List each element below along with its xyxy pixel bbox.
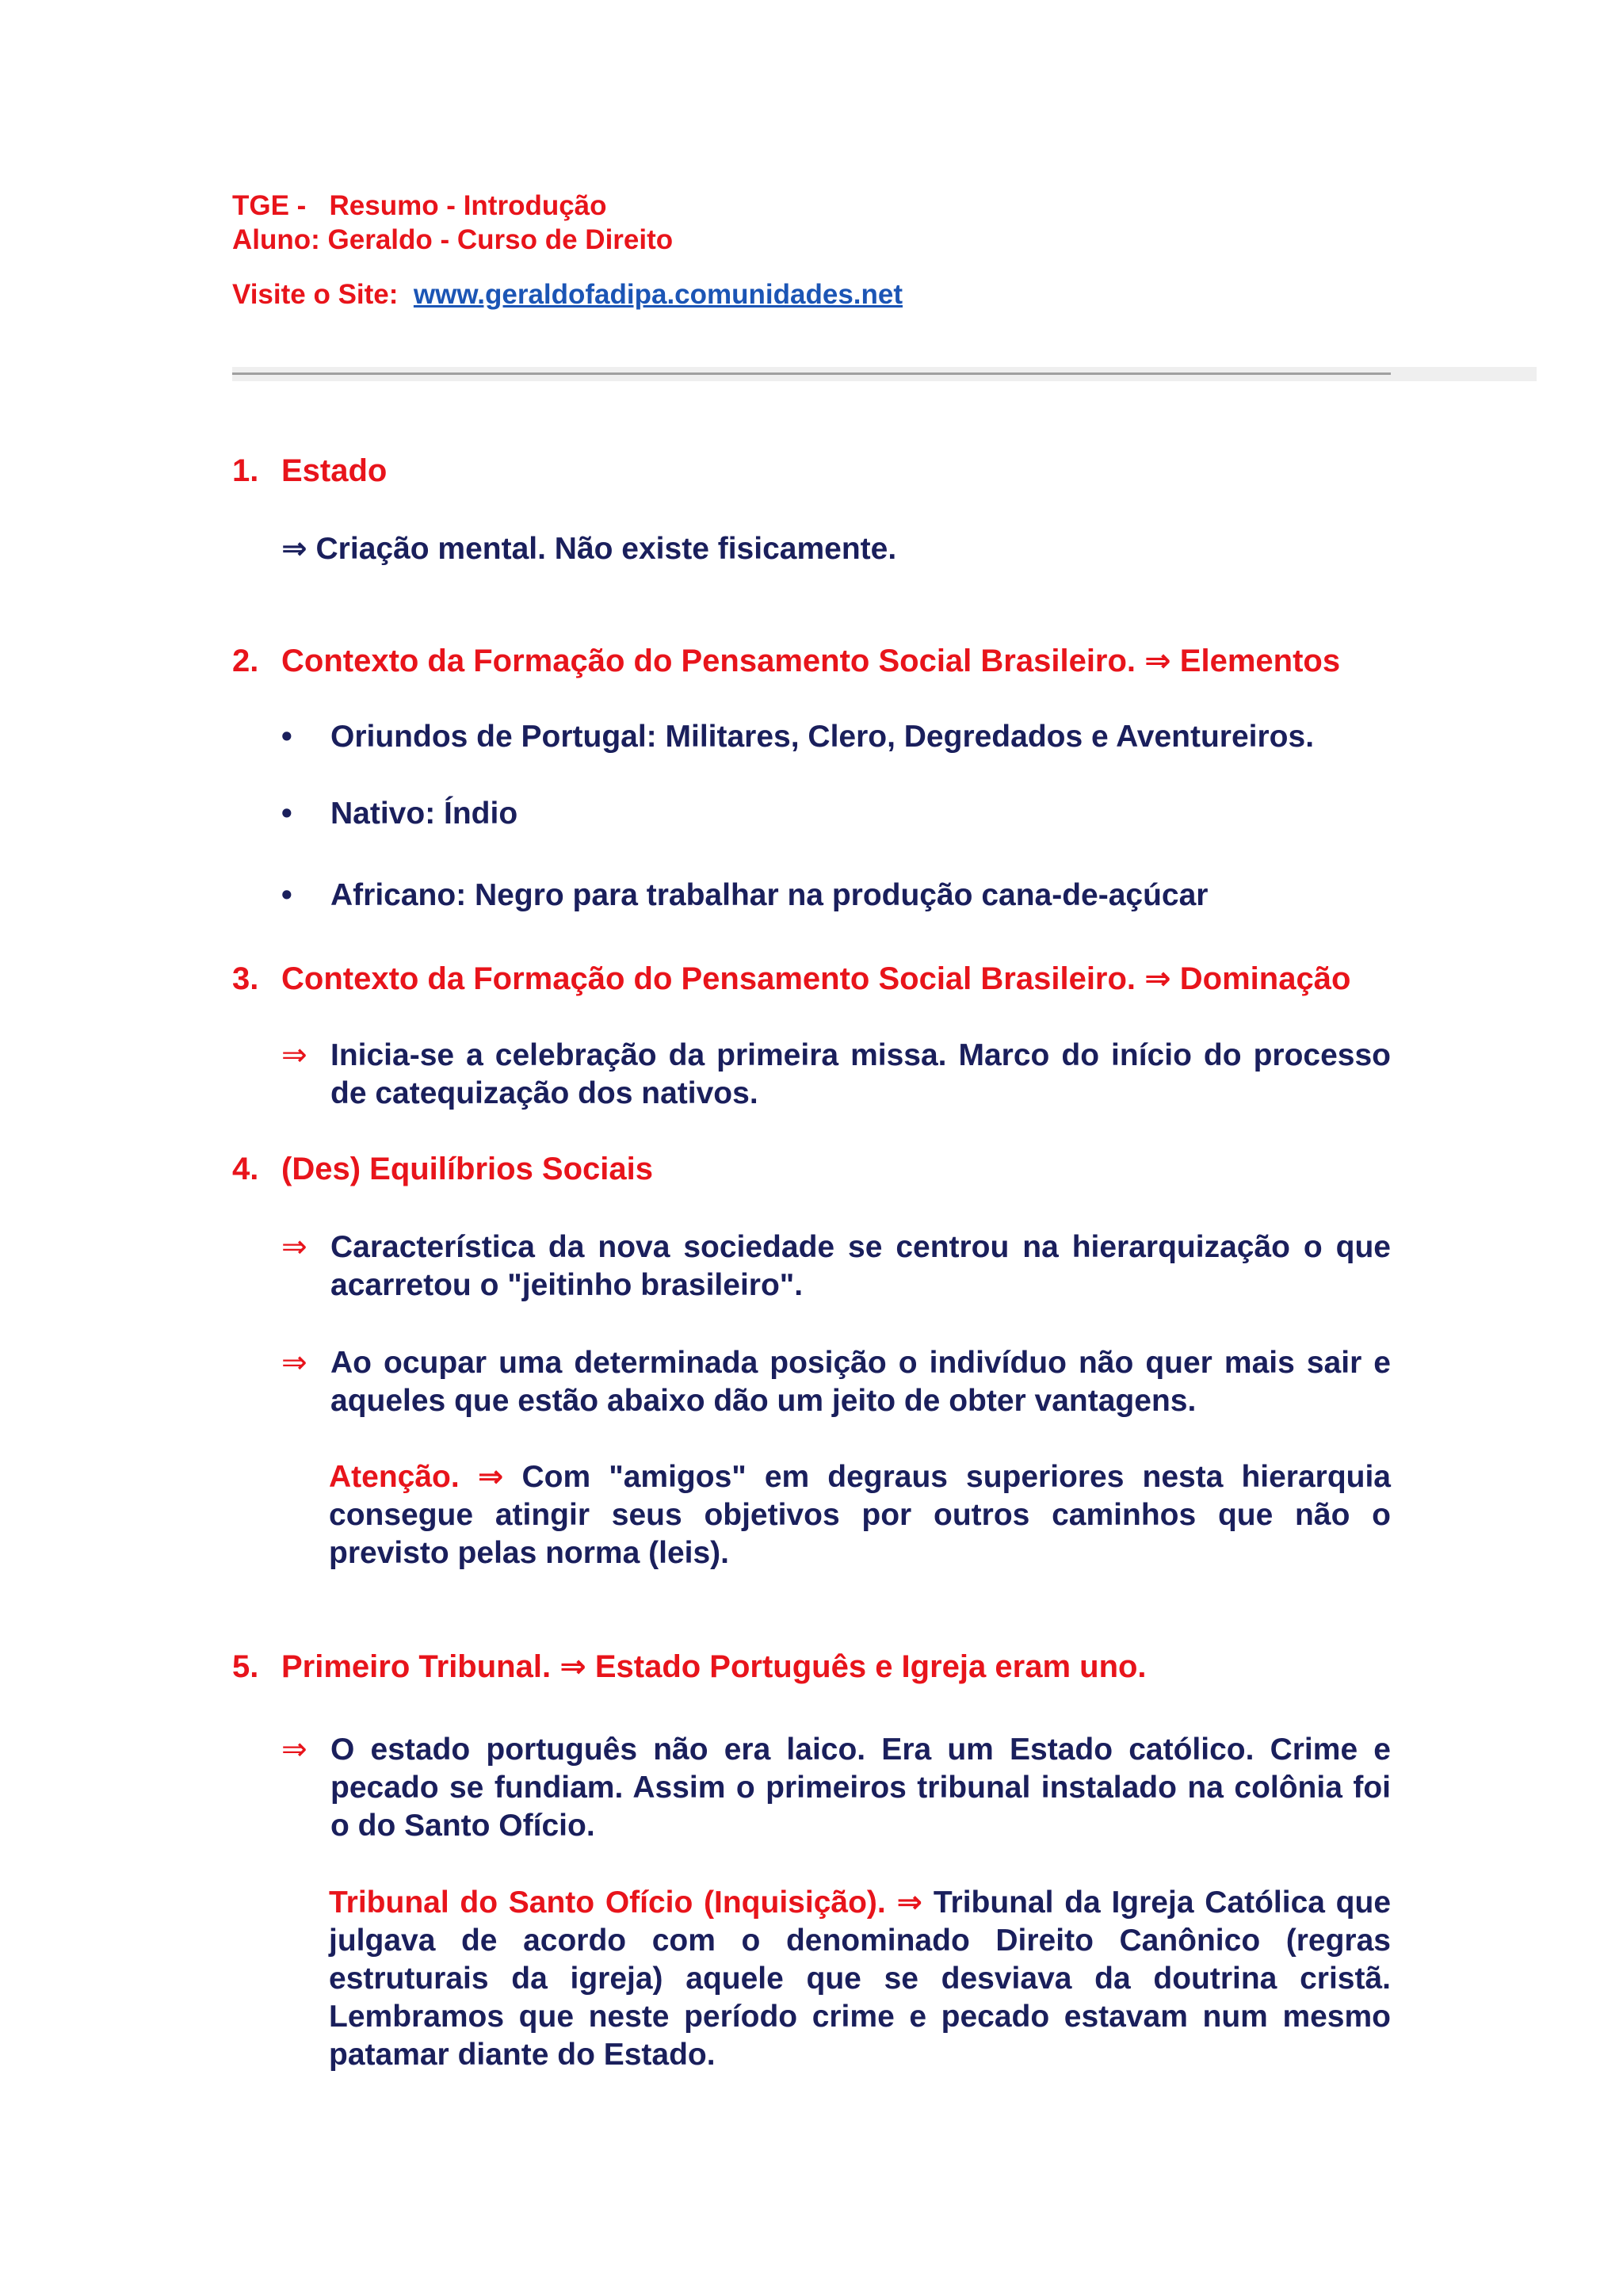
bullet-text: Nativo: Índio <box>330 797 518 831</box>
section-number: 1. <box>232 453 259 488</box>
section-1-body: ⇒ Criação mental. Não existe fisicamente. <box>281 532 897 566</box>
section-2-heading <box>232 643 1340 679</box>
section-1-heading <box>232 453 387 489</box>
section-number: 2. <box>232 644 259 678</box>
header-title: TGE - Resumo - Introdução <box>232 190 607 221</box>
visit-label: Visite o Site: <box>232 279 414 310</box>
point-text: Característica da nova sociedade se centrou na hierarquização o que acarretou o "jeitinho brasileiro". <box>330 1230 1391 1302</box>
note-label: Atenção. ⇒ <box>329 1460 504 1494</box>
attention-note <box>329 1458 1391 1572</box>
implies-arrow-icon: ⇒ <box>281 1230 307 1264</box>
section-title: Estado <box>281 453 388 488</box>
section-3-heading <box>232 961 1350 997</box>
point-text: O estado português não era laico. Era um Estado católico. Crime e pecado se fundiam. Assim o primeiros tribunal instalado na colônia foi o do Santo Ofício. <box>330 1733 1391 1843</box>
tribunal-note <box>329 1884 1391 2074</box>
bullet-icon: • <box>281 878 292 912</box>
section-number: 3. <box>232 961 259 996</box>
bullet-item <box>281 720 1314 755</box>
arrow-point <box>281 1037 1391 1113</box>
bullet-item <box>281 878 1208 913</box>
point-text: Inicia-se a celebração da primeira missa. Marco do início do processo de catequização dos nativos. <box>330 1038 1391 1110</box>
site-reference <box>232 279 903 311</box>
section-title: Contexto da Formação do Pensamento Social Brasileiro. ⇒ Elementos <box>281 644 1341 678</box>
point-text: Ao ocupar uma determinada posição o indivíduo não quer mais sair e aqueles que estão abaixo dão um jeito de obter vantagens. <box>330 1346 1391 1418</box>
section-5-heading <box>232 1648 1147 1685</box>
arrow-point <box>281 1228 1391 1305</box>
bullet-item <box>281 797 517 831</box>
section-title: Contexto da Formação do Pensamento Social Brasileiro. ⇒ Dominação <box>281 961 1351 996</box>
site-link[interactable]: www.geraldofadipa.comunidades.net <box>413 279 903 310</box>
implies-arrow-icon: ⇒ <box>281 1346 307 1380</box>
header-author: Aluno: Geraldo - Curso de Direito <box>232 224 674 255</box>
section-number: 5. <box>232 1649 259 1684</box>
implies-arrow-icon: ⇒ <box>281 1733 307 1767</box>
arrow-point <box>281 1344 1391 1420</box>
note-text: Tribunal da Igreja Católica que julgava de acordo com o denominado Direito Canônico (regras estruturais da igreja) aquele que se desviava da doutrina cristã. Lembramos que neste período crime e pecado estavam num mesmo patamar diante do Estado. <box>329 1885 1392 2072</box>
arrow-point <box>281 1731 1391 1845</box>
section-4-heading <box>232 1152 653 1187</box>
implies-arrow-icon: ⇒ <box>281 1038 307 1072</box>
note-label: Tribunal do Santo Ofício (Inquisição). ⇒ <box>329 1885 923 1920</box>
section-title: Primeiro Tribunal. ⇒ Estado Português e Igreja eram uno. <box>281 1649 1147 1684</box>
bullet-text: Oriundos de Portugal: Militares, Clero, Degredados e Aventureiros. <box>330 720 1315 754</box>
section-title: (Des) Equilíbrios Sociais <box>281 1152 654 1186</box>
bullet-text: Africano: Negro para trabalhar na produção cana-de-açúcar <box>330 878 1209 912</box>
horizontal-divider <box>232 372 1391 375</box>
section-number: 4. <box>232 1152 259 1186</box>
bullet-icon: • <box>281 720 292 754</box>
document-header <box>232 189 673 257</box>
bullet-icon: • <box>281 797 292 831</box>
note-text: Com "amigos" em degraus superiores nesta hierarquia consegue atingir seus objetivos por outros caminhos que não o previsto pelas norma (leis). <box>329 1460 1392 1570</box>
